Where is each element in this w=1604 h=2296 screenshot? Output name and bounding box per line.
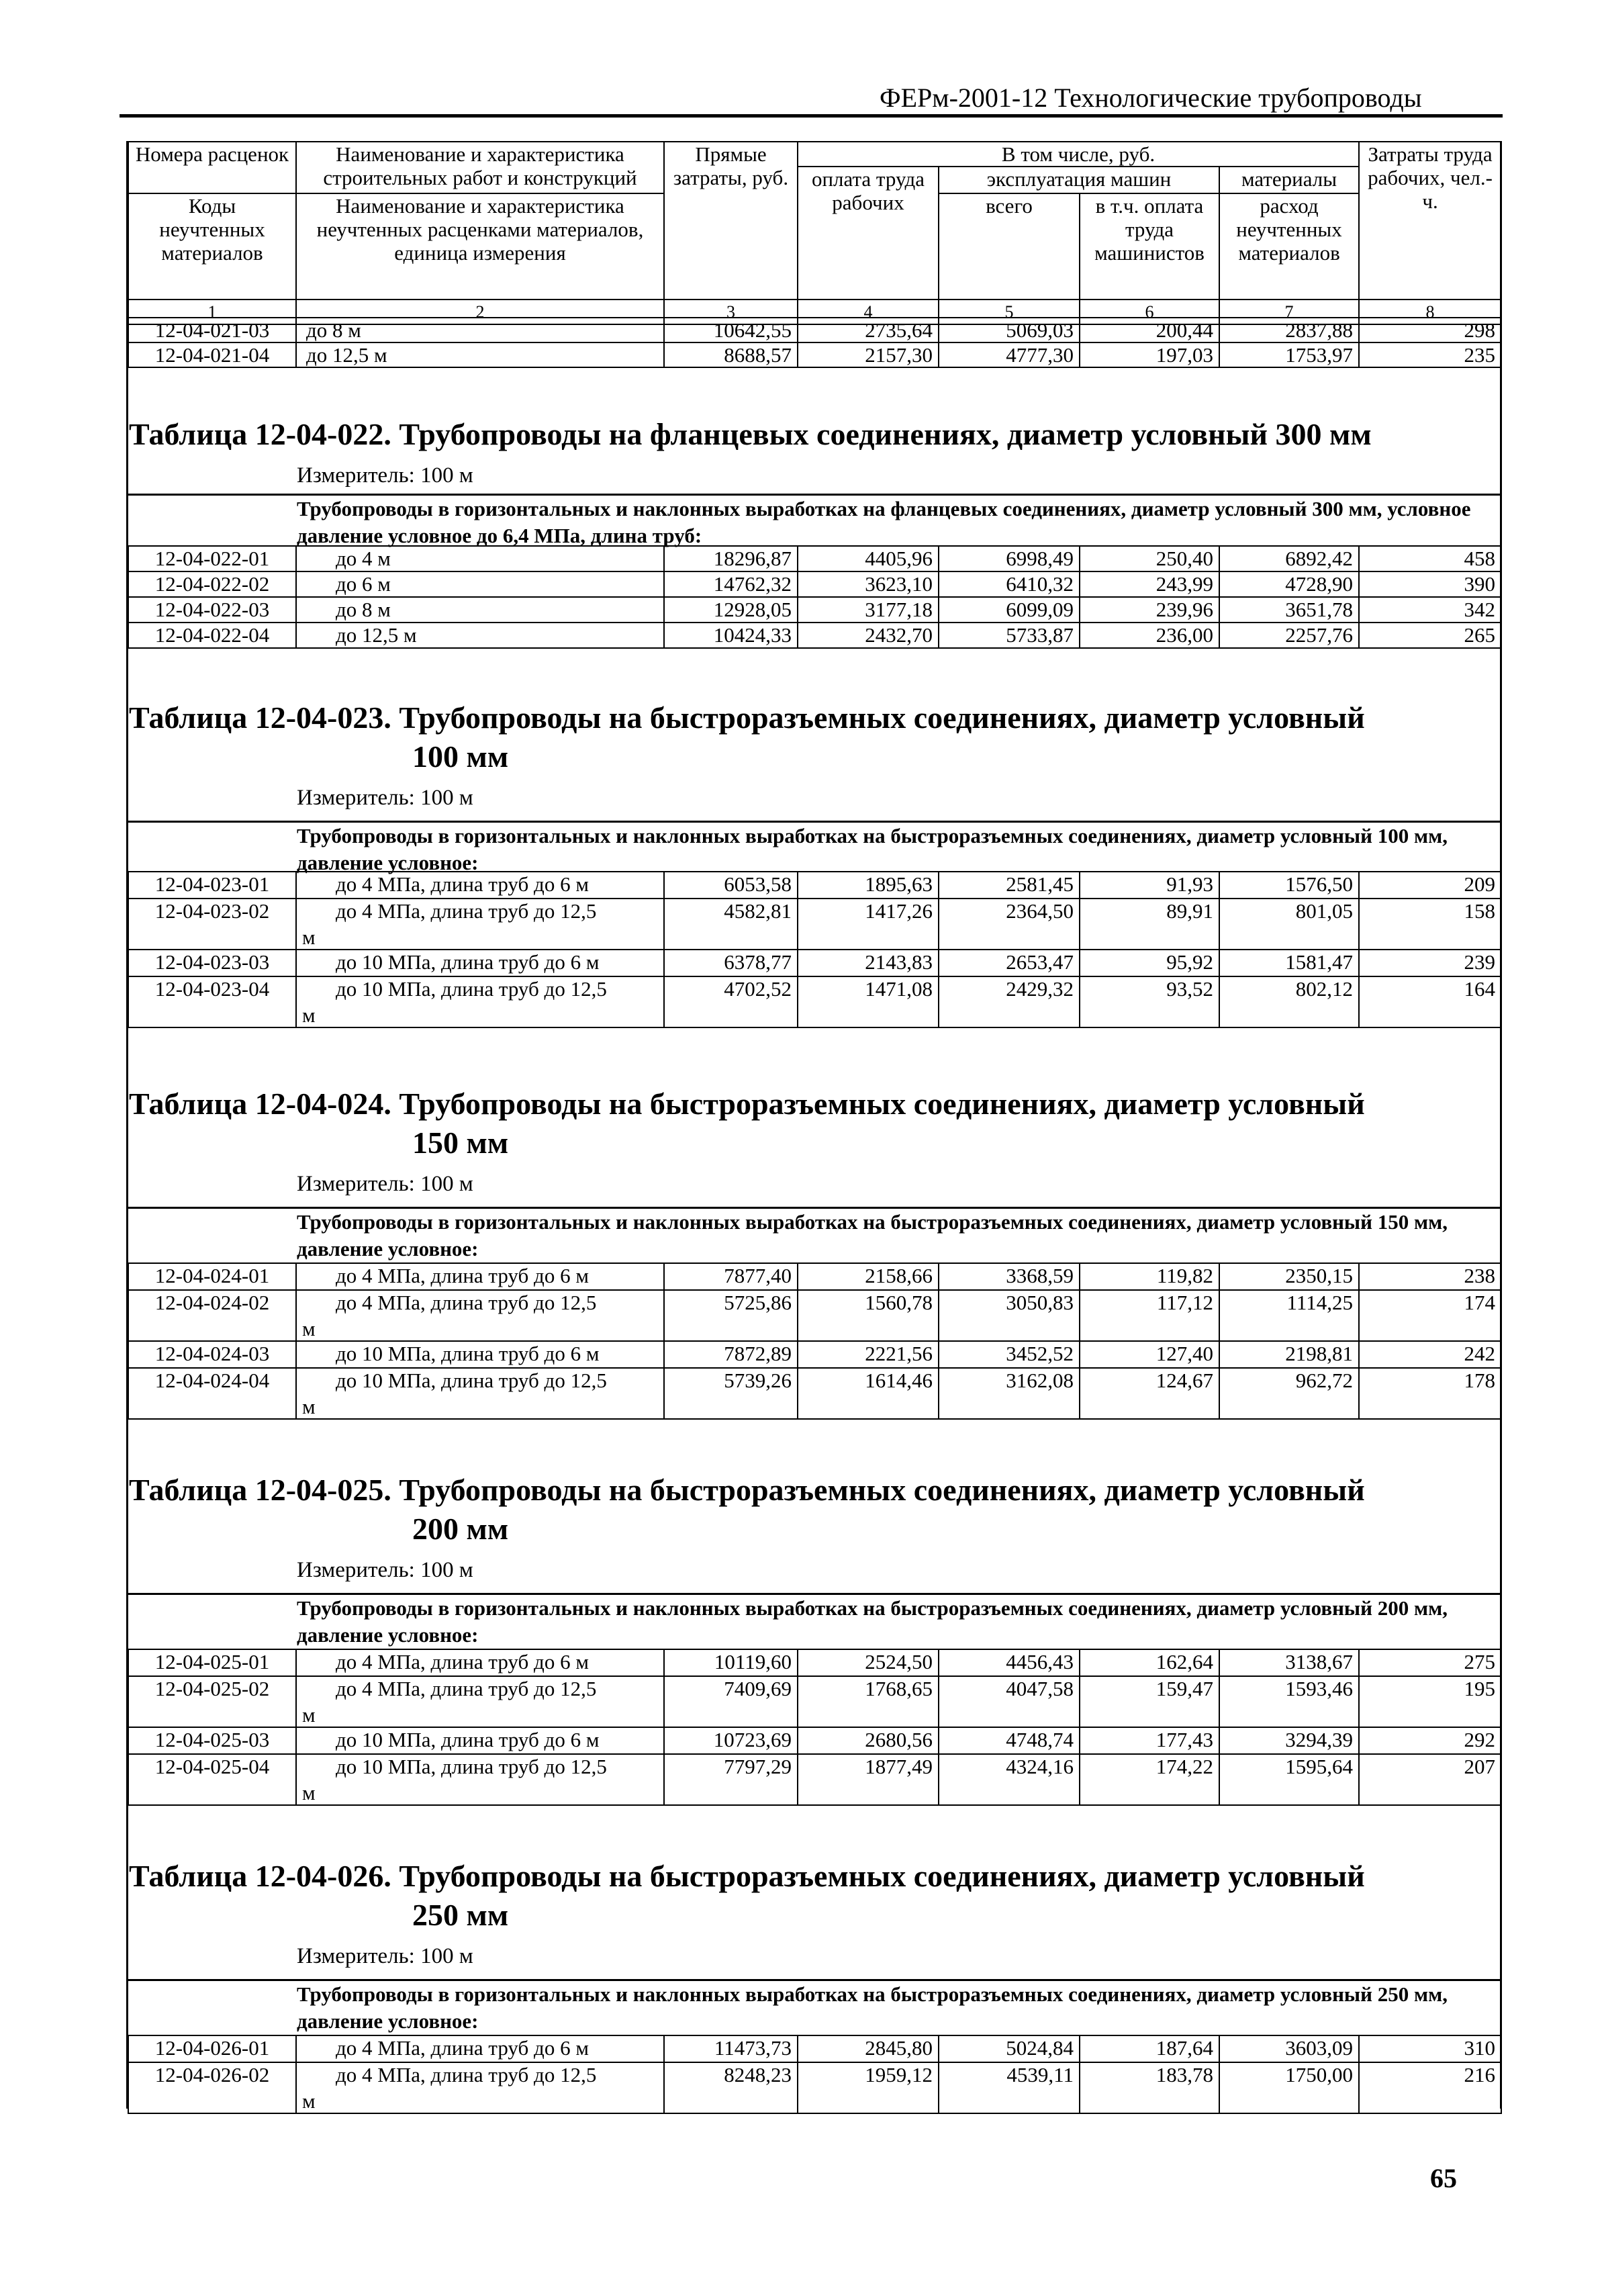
cell-value: 7409,69 (664, 1676, 798, 1727)
measure-unit: Измеритель: 100 м (297, 1944, 473, 1968)
cell-value: 178 (1359, 1368, 1501, 1419)
rate-name-text: до 4 МПа, длина труб до 12,5 (336, 1677, 597, 1700)
cell-value: 183,78 (1080, 2062, 1219, 2113)
cell-value: 250,40 (1080, 546, 1219, 571)
rate-code: 12-04-025-02 (128, 1676, 296, 1727)
rate-name-wrap: м (302, 2089, 316, 2113)
rate-name-text: до 4 МПа, длина труб до 6 м (336, 2036, 589, 2060)
table-row (128, 1341, 1501, 1368)
rate-code: 12-04-025-04 (128, 1754, 296, 1805)
cell-value: 2524,50 (798, 1649, 939, 1676)
cell-value: 7872,89 (664, 1341, 798, 1368)
cell-value: 4748,74 (939, 1727, 1080, 1754)
rates-table (128, 871, 1502, 1028)
header-labor-hours: Затраты труда рабочих, чел.-ч. (1359, 142, 1501, 300)
cell-value: 4405,96 (798, 546, 939, 571)
cell-value: 8688,57 (664, 342, 798, 367)
rate-name-wrap: м (302, 1003, 316, 1027)
cell-value: 95,92 (1080, 950, 1219, 976)
running-header: ФЕРм-2001-12 Технологические трубопроводы (880, 83, 1422, 113)
cell-value: 127,40 (1080, 1341, 1219, 1368)
header-work-name: Наименование и характеристика строительных работ и конструкций (296, 142, 664, 193)
table-title-line1: Таблица 12-04-026. Трубопроводы на быстроразъемных соединениях, диаметр условный (129, 1859, 1365, 1893)
rate-code: 12-04-023-03 (128, 950, 296, 976)
cell-value: 4777,30 (939, 342, 1080, 367)
cell-value: 342 (1359, 597, 1501, 623)
cell-value: 239 (1359, 950, 1501, 976)
rate-name-text: до 4 МПа, длина труб до 6 м (336, 872, 589, 896)
measure-unit: Измеритель: 100 м (297, 463, 473, 488)
col-number: 2 (296, 300, 664, 324)
rate-name (296, 597, 664, 623)
cell-value: 1959,12 (798, 2062, 939, 2113)
rate-name (296, 899, 664, 950)
rate-name (296, 2062, 664, 2113)
cell-value: 195 (1359, 1676, 1501, 1727)
col-number: 6 (1080, 300, 1219, 324)
cell-value: 2837,88 (1219, 318, 1359, 342)
cell-value: 458 (1359, 546, 1501, 571)
cell-value: 2157,30 (798, 342, 939, 367)
col-number: 7 (1219, 300, 1359, 324)
cell-value: 4456,43 (939, 1649, 1080, 1676)
cell-value: 8248,23 (664, 2062, 798, 2113)
rows-table-021 (128, 317, 1502, 368)
rate-name (296, 950, 664, 976)
table-title-line2: 150 мм (412, 1126, 509, 1160)
table-row (128, 899, 1501, 950)
section-description: Трубопроводы в горизонтальных и наклонных выработках на быстроразъемных соединениях, диаметр условный 150 мм, давление условное: (297, 1210, 1448, 1260)
table-title (129, 415, 1372, 454)
header-machines-total: всего (939, 193, 1080, 300)
rate-name-text: до 4 м (336, 547, 391, 570)
rate-name (296, 546, 664, 571)
header-labor-pay: оплата труда рабочих (798, 167, 939, 300)
rate-name (296, 1341, 664, 1368)
cell-value: 2257,76 (1219, 623, 1359, 648)
cell-value: 91,93 (1080, 872, 1219, 899)
cell-value: 6410,32 (939, 571, 1080, 597)
header-material-names: Наименование и характеристика неучтенных расценками материалов, единица измерения (296, 193, 664, 300)
cell-value: 390 (1359, 571, 1501, 597)
rate-name-text: до 8 м (336, 598, 391, 621)
rate-code: 12-04-025-03 (128, 1727, 296, 1754)
cell-value: 89,91 (1080, 899, 1219, 950)
cell-value: 12928,05 (664, 597, 798, 623)
table-title-line2: 250 мм (412, 1898, 509, 1932)
table-title (129, 1471, 1365, 1549)
cell-value: 3138,67 (1219, 1649, 1359, 1676)
section-description: Трубопроводы в горизонтальных и наклонных выработках на быстроразъемных соединениях, диаметр условный 100 мм, давление условное: (297, 824, 1448, 874)
rate-name-text: до 10 МПа, длина труб до 12,5 (336, 1755, 607, 1778)
cell-value: 6378,77 (664, 950, 798, 976)
header-including: В том числе, руб. (798, 142, 1359, 167)
table-row (128, 571, 1501, 597)
cell-value: 209 (1359, 872, 1501, 899)
table-title-line1: Таблица 12-04-023. Трубопроводы на быстроразъемных соединениях, диаметр условный (129, 700, 1365, 735)
measure-unit: Измеритель: 100 м (297, 786, 473, 810)
rate-name (296, 872, 664, 899)
table-row (128, 546, 1501, 571)
table-title (129, 1085, 1365, 1162)
rates-table (128, 1262, 1502, 1420)
rate-name (296, 1676, 664, 1727)
rate-name-text: до 4 МПа, длина труб до 12,5 (336, 1291, 597, 1314)
table-row (128, 1727, 1501, 1754)
cell-value: 4539,11 (939, 2062, 1080, 2113)
cell-value: 3177,18 (798, 597, 939, 623)
cell-value: 14762,32 (664, 571, 798, 597)
rate-name (296, 976, 664, 1027)
cell-value: 2845,80 (798, 2035, 939, 2062)
rate-name (296, 1649, 664, 1676)
cell-value: 1895,63 (798, 872, 939, 899)
cell-value: 1471,08 (798, 976, 939, 1027)
table-row (128, 623, 1501, 648)
cell-value: 236,00 (1080, 623, 1219, 648)
rate-name (296, 1754, 664, 1805)
cell-value: 2364,50 (939, 899, 1080, 950)
cell-value: 174 (1359, 1290, 1501, 1341)
table-title-line2: 100 мм (412, 739, 509, 774)
cell-value: 962,72 (1219, 1368, 1359, 1419)
cell-value: 1417,26 (798, 899, 939, 950)
rate-name-wrap: м (302, 1781, 316, 1804)
table-title (129, 1857, 1365, 1935)
cell-value: 242 (1359, 1341, 1501, 1368)
rate-name-text: до 4 МПа, длина труб до 6 м (336, 1650, 589, 1673)
cell-value: 177,43 (1080, 1727, 1219, 1754)
cell-value: 6099,09 (939, 597, 1080, 623)
cell-value: 801,05 (1219, 899, 1359, 950)
cell-value: 1595,64 (1219, 1754, 1359, 1805)
rate-code: 12-04-022-04 (128, 623, 296, 648)
cell-value: 6892,42 (1219, 546, 1359, 571)
cell-value: 802,12 (1219, 976, 1359, 1027)
cell-value: 3162,08 (939, 1368, 1080, 1419)
rate-name-text: до 10 МПа, длина труб до 12,5 (336, 977, 607, 1001)
table-row (128, 2035, 1501, 2062)
cell-value: 298 (1359, 318, 1501, 342)
rate-code: 12-04-023-04 (128, 976, 296, 1027)
cell-value: 11473,73 (664, 2035, 798, 2062)
rate-code: 12-04-023-01 (128, 872, 296, 899)
header-rule (120, 114, 1503, 118)
cell-value: 1768,65 (798, 1676, 939, 1727)
rate-code: 12-04-024-01 (128, 1263, 296, 1290)
cell-value: 162,64 (1080, 1649, 1219, 1676)
cell-value: 6998,49 (939, 546, 1080, 571)
rate-name: до 8 м (296, 318, 664, 342)
cell-value: 239,96 (1080, 597, 1219, 623)
cell-value: 2221,56 (798, 1341, 939, 1368)
section-description: Трубопроводы в горизонтальных и наклонных выработках на быстроразъемных соединениях, диаметр условный 250 мм, давление условное: (297, 1982, 1448, 2033)
rate-code: 12-04-026-01 (128, 2035, 296, 2062)
cell-value: 1753,97 (1219, 342, 1359, 367)
cell-value: 174,22 (1080, 1754, 1219, 1805)
cell-value: 5739,26 (664, 1368, 798, 1419)
rate-name-text: до 10 МПа, длина труб до 6 м (336, 950, 600, 974)
rate-name-text: до 10 МПа, длина труб до 6 м (336, 1728, 600, 1751)
cell-value: 2143,83 (798, 950, 939, 976)
cell-value: 4702,52 (664, 976, 798, 1027)
table-row (128, 1290, 1501, 1341)
cell-value: 1614,46 (798, 1368, 939, 1419)
header-machinist-pay: в т.ч. оплата труда машинистов (1080, 193, 1219, 300)
table-row (128, 1649, 1501, 1676)
cell-value: 93,52 (1080, 976, 1219, 1027)
page-number: 65 (1430, 2163, 1457, 2193)
rate-name: до 12,5 м (296, 342, 664, 367)
cell-value: 4047,58 (939, 1676, 1080, 1727)
rate-name-wrap: м (302, 925, 316, 949)
cell-value: 2429,32 (939, 976, 1080, 1027)
header-direct-costs: Прямые затраты, руб. (664, 142, 798, 300)
cell-value: 3452,52 (939, 1341, 1080, 1368)
header-materials: материалы (1219, 167, 1359, 193)
rate-code: 12-04-021-03 (128, 318, 296, 342)
rate-name (296, 1368, 664, 1419)
table-row (128, 1263, 1501, 1290)
cell-value: 2158,66 (798, 1263, 939, 1290)
cell-value: 3651,78 (1219, 597, 1359, 623)
rate-code: 12-04-022-03 (128, 597, 296, 623)
cell-value: 275 (1359, 1649, 1501, 1676)
table-title-line1: Таблица 12-04-025. Трубопроводы на быстроразъемных соединениях, диаметр условный (129, 1473, 1365, 1507)
cell-value: 4582,81 (664, 899, 798, 950)
measure-unit: Измеритель: 100 м (297, 1172, 473, 1196)
cell-value: 187,64 (1080, 2035, 1219, 2062)
cell-value: 1114,25 (1219, 1290, 1359, 1341)
cell-value: 124,67 (1080, 1368, 1219, 1419)
cell-value: 10642,55 (664, 318, 798, 342)
table-row (128, 342, 1501, 367)
cell-value: 200,44 (1080, 318, 1219, 342)
section-description: Трубопроводы в горизонтальных и наклонных выработках на фланцевых соединениях, диаметр условный 300 мм, условное давление условное до 6,4 МПа, длина труб: (297, 497, 1471, 547)
cell-value: 10723,69 (664, 1727, 798, 1754)
cell-value: 243,99 (1080, 571, 1219, 597)
rate-code: 12-04-024-04 (128, 1368, 296, 1419)
rate-name-wrap: м (302, 1703, 316, 1727)
rate-name-text: до 4 МПа, длина труб до 12,5 (336, 899, 597, 923)
rates-table (128, 2035, 1502, 2114)
cell-value: 1560,78 (798, 1290, 939, 1341)
rate-name (296, 571, 664, 597)
cell-value: 7797,29 (664, 1754, 798, 1805)
table-title-line2: 200 мм (412, 1512, 509, 1546)
cell-value: 3050,83 (939, 1290, 1080, 1341)
cell-value: 1576,50 (1219, 872, 1359, 899)
table-row (128, 872, 1501, 899)
col-number: 3 (664, 300, 798, 324)
cell-value: 2432,70 (798, 623, 939, 648)
rates-table (128, 545, 1502, 649)
col-number: 8 (1359, 300, 1501, 324)
cell-value: 197,03 (1080, 342, 1219, 367)
table-row (128, 1754, 1501, 1805)
rate-name-text: до 10 МПа, длина труб до 6 м (336, 1342, 600, 1365)
rate-code: 12-04-023-02 (128, 899, 296, 950)
rate-code: 12-04-024-03 (128, 1341, 296, 1368)
table-row (128, 318, 1501, 342)
cell-value: 10119,60 (664, 1649, 798, 1676)
cell-value: 3368,59 (939, 1263, 1080, 1290)
rate-name-text: до 6 м (336, 572, 391, 596)
cell-value: 2581,45 (939, 872, 1080, 899)
cell-value: 5069,03 (939, 318, 1080, 342)
cell-value: 292 (1359, 1727, 1501, 1754)
rate-code: 12-04-021-04 (128, 342, 296, 367)
cell-value: 18296,87 (664, 546, 798, 571)
cell-value: 1593,46 (1219, 1676, 1359, 1727)
rate-code: 12-04-022-01 (128, 546, 296, 571)
rate-name (296, 1263, 664, 1290)
cell-value: 117,12 (1080, 1290, 1219, 1341)
rate-code: 12-04-024-02 (128, 1290, 296, 1341)
table-row (128, 950, 1501, 976)
cell-value: 2198,81 (1219, 1341, 1359, 1368)
cell-value: 4728,90 (1219, 571, 1359, 597)
cell-value: 7877,40 (664, 1263, 798, 1290)
cell-value: 1581,47 (1219, 950, 1359, 976)
rate-name (296, 623, 664, 648)
rate-name (296, 1290, 664, 1341)
cell-value: 2350,15 (1219, 1263, 1359, 1290)
cell-value: 265 (1359, 623, 1501, 648)
cell-value: 3603,09 (1219, 2035, 1359, 2062)
rate-name-text: до 12,5 м (336, 623, 417, 647)
header-material-consumption: расход неучтенных материалов (1219, 193, 1359, 300)
col-number: 4 (798, 300, 939, 324)
measure-unit: Измеритель: 100 м (297, 1558, 473, 1582)
column-header-table (128, 141, 1502, 325)
cell-value: 5733,87 (939, 623, 1080, 648)
cell-value: 1750,00 (1219, 2062, 1359, 2113)
cell-value: 207 (1359, 1754, 1501, 1805)
table-row (128, 1676, 1501, 1727)
header-rate-numbers: Номера расценок (128, 142, 296, 193)
cell-value: 1877,49 (798, 1754, 939, 1805)
cell-value: 3294,39 (1219, 1727, 1359, 1754)
header-material-codes: Коды неучтенных материалов (128, 193, 296, 300)
rate-name-wrap: м (302, 1395, 316, 1418)
cell-value: 5725,86 (664, 1290, 798, 1341)
cell-value: 158 (1359, 899, 1501, 950)
cell-value: 2653,47 (939, 950, 1080, 976)
cell-value: 159,47 (1080, 1676, 1219, 1727)
table-row (128, 1368, 1501, 1419)
table-row (128, 597, 1501, 623)
table-title (129, 698, 1365, 776)
rates-table (128, 1649, 1502, 1806)
cell-value: 216 (1359, 2062, 1501, 2113)
table-title-line1: Таблица 12-04-022. Трубопроводы на фланцевых соединениях, диаметр условный 300 мм (129, 417, 1372, 451)
header-machine-operation: эксплуатация машин (939, 167, 1219, 193)
col-number: 5 (939, 300, 1080, 324)
cell-value: 2735,64 (798, 318, 939, 342)
cell-value: 3623,10 (798, 571, 939, 597)
table-row (128, 976, 1501, 1027)
table-title-line1: Таблица 12-04-024. Трубопроводы на быстроразъемных соединениях, диаметр условный (129, 1087, 1365, 1121)
rate-name-text: до 4 МПа, длина труб до 12,5 (336, 2063, 597, 2086)
cell-value: 119,82 (1080, 1263, 1219, 1290)
rate-name-wrap: м (302, 1317, 316, 1340)
cell-value: 5024,84 (939, 2035, 1080, 2062)
cell-value: 164 (1359, 976, 1501, 1027)
col-number: 1 (128, 300, 296, 324)
rate-code: 12-04-025-01 (128, 1649, 296, 1676)
cell-value: 4324,16 (939, 1754, 1080, 1805)
rate-name-text: до 10 МПа, длина труб до 12,5 (336, 1369, 607, 1392)
table-row (128, 2062, 1501, 2113)
cell-value: 310 (1359, 2035, 1501, 2062)
rate-code: 12-04-026-02 (128, 2062, 296, 2113)
rate-name (296, 2035, 664, 2062)
cell-value: 6053,58 (664, 872, 798, 899)
rate-name (296, 1727, 664, 1754)
cell-value: 2680,56 (798, 1727, 939, 1754)
cell-value: 10424,33 (664, 623, 798, 648)
rate-name-text: до 4 МПа, длина труб до 6 м (336, 1264, 589, 1287)
cell-value: 238 (1359, 1263, 1501, 1290)
cell-value: 235 (1359, 342, 1501, 367)
section-description: Трубопроводы в горизонтальных и наклонных выработках на быстроразъемных соединениях, диаметр условный 200 мм, давление условное: (297, 1596, 1448, 1647)
rate-code: 12-04-022-02 (128, 571, 296, 597)
